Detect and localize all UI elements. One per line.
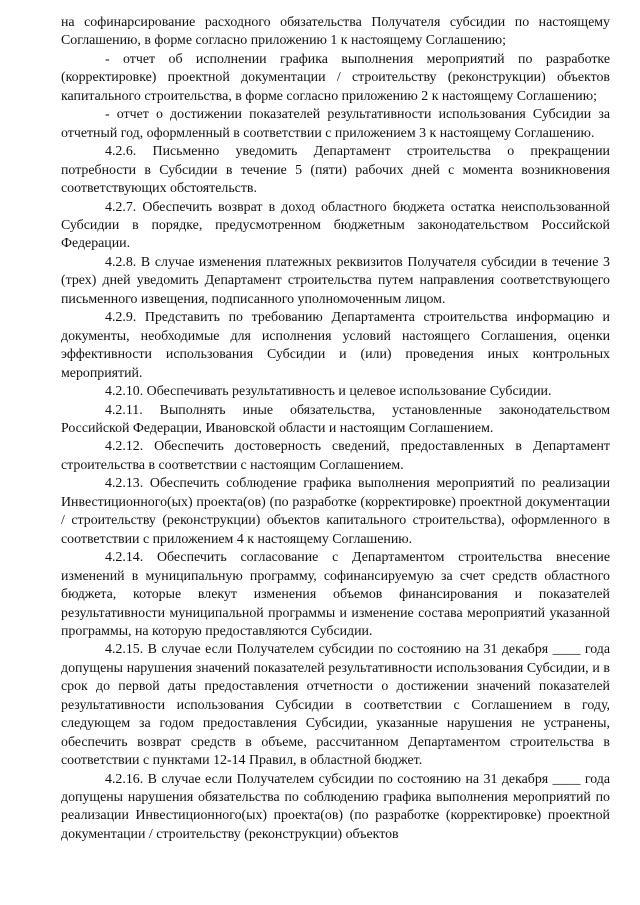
paragraph-schedule-report: - отчет об исполнении графика выполнения мероприятий по разработке (корректировке) проектной документации / строительству (реконструкции) объектов капитального строительства, в форме согласно приложению 2 к настоящему Соглашению;: [61, 51, 610, 104]
clause-4-2-8: 4.2.8. В случае изменения платежных реквизитов Получателя субсидии в течение 3 (трех) дней уведомить Департамент строительства путем направления соответствующего письменного извещения, подписанного уполномоченным лицом.: [61, 254, 610, 307]
paragraph-performance-report: - отчет о достижении показателей результативности использования Субсидии за отчетный год, оформленный в соответствии с приложением 3 к настоящему Соглашению.: [61, 107, 610, 141]
clause-4-2-10: 4.2.10. Обеспечивать результативность и целевое использование Субсидии.: [105, 384, 552, 400]
clause-4-2-13: 4.2.13. Обеспечить соблюдение графика выполнения мероприятий по реализации Инвестиционного(ых) проекта(ов) (по разработке (корректировке) проектной документации / строительству (реконструкции) объектов капитального строительства), оформленного в соответствии с приложением 4 к настоящему Соглашению.: [61, 476, 610, 547]
clause-4-2-15: 4.2.15. В случае если Получателем субсидии по состоянию на 31 декабря ____ года допущены нарушения значений показателей результативности использования Субсидии, и в срок до первой даты предоставления отчетности о достижении значений показателей результативности использования Субсидии в соответствии с Соглашением в году, следующем за годом предоставления Субсидии, указанные нарушения не устранены, обеспечить возврат средств в объеме, рассчитанном Департаментом строительства в соответствии с пунктами 12-14 Правил, в областной бюджет.: [61, 642, 610, 769]
clause-4-2-6: 4.2.6. Письменно уведомить Департамент строительства о прекращении потребности в Субсидии в течение 5 (пяти) рабочих дней с момента возникновения соответствующих обстоятельств.: [61, 144, 610, 197]
paragraph-reporting-form-continuation: на софинарсирование расходного обязательства Получателя субсидии по настоящему Соглашению, в форме согласно приложению 1 к настоящему Соглашению;: [61, 15, 610, 49]
clause-4-2-9: 4.2.9. Представить по требованию Департамента строительства информацию и документы, необходимые для исполнения условий настоящего Соглашения, оценки эффективности использования Субсидии и (или) проведения иных контрольных мероприятий.: [61, 310, 610, 381]
clause-4-2-14: 4.2.14. Обеспечить согласование с Департаментом строительства внесение изменений в муниципальную программу, софинансируемую за счет средств областного бюджета, которые влекут изменения объемов финансирования и показателей результативности муниципальной программы и изменение состава мероприятий указанной программы, на которую предоставляются Субсидии.: [61, 550, 610, 639]
clause-4-2-16: 4.2.16. В случае если Получателем субсидии по состоянию на 31 декабря ____ года допущены нарушения обязательства по соблюдению графика выполнения мероприятий по реализации Инвестиционного(ых) проекта(ов) (по разработке (корректировке) проектной документации / строительству (реконструкции) объектов: [61, 771, 610, 842]
clause-4-2-7: 4.2.7. Обеспечить возврат в доход областного бюджета остатка неиспользованной Субсидии в порядке, предусмотренном бюджетным законодательством Российской Федерации.: [61, 199, 610, 252]
clause-4-2-11: 4.2.11. Выполнять иные обязательства, установленные законодательством Российской Федерации, Ивановской области и настоящим Соглашением.: [61, 402, 610, 436]
clause-4-2-12: 4.2.12. Обеспечить достоверность сведений, предоставленных в Департамент строительства в соответствии с настоящим Соглашением.: [61, 439, 610, 473]
document-page: [61, 14, 610, 844]
